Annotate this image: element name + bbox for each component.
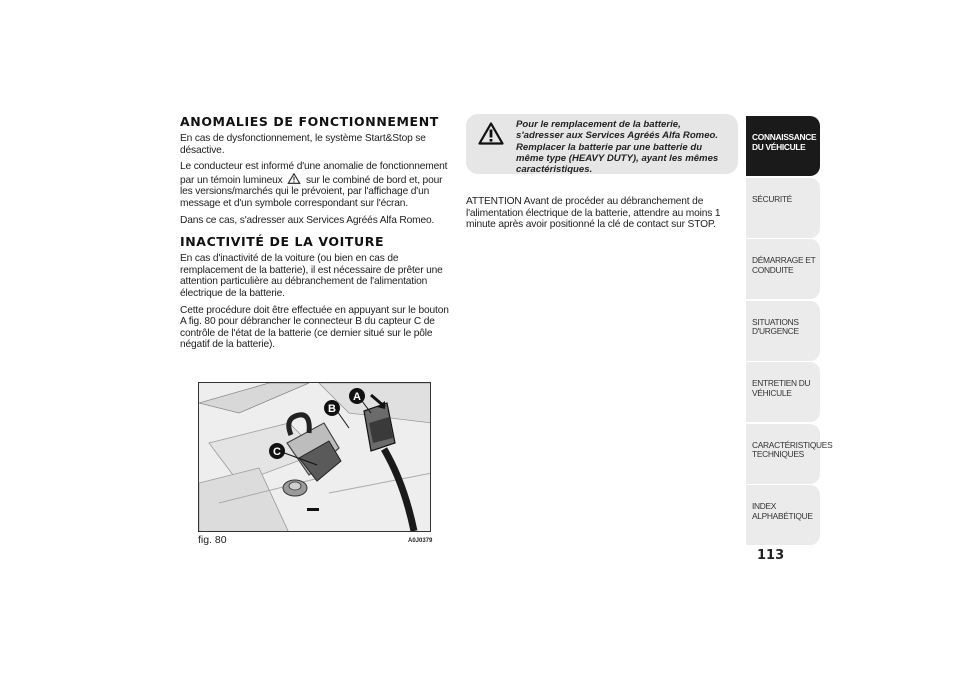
label-b: B	[328, 403, 336, 415]
tab-situations-urgence[interactable]: SITUATIONS D'URGENCE	[746, 301, 820, 361]
section-title-inactivity: INACTIVITÉ DE LA VOITURE	[180, 234, 385, 250]
tab-entretien-vehicule[interactable]: ENTRETIEN DU VÉHICULE	[746, 362, 820, 422]
paragraph-services: Dans ce cas, s'adresser aux Services Agréés Alfa Romeo.	[180, 214, 435, 226]
tab-connaissance-vehicule[interactable]: CONNAISSANCE DU VÉHICULE	[746, 116, 820, 176]
paragraph-inactivity: En cas d'inactivité de la voiture (ou bien en cas de remplacement de la batterie), il est nécessaire de prêter une attention particulière au débranchement de l'alimentation électrique de la batterie.	[180, 253, 443, 299]
chapter-sidebar	[746, 116, 833, 547]
figure-caption: fig. 80	[198, 534, 227, 546]
figure-code: A0J0379	[408, 538, 433, 544]
attention-paragraph: ATTENTION Avant de procéder au débranchement de l'alimentation électrique de la batterie, attendre au moins 1 minute après avoir positionné la clé de contact sur STOP.	[466, 196, 721, 231]
page-number: 113	[757, 548, 785, 563]
tab-caracteristiques-techniques[interactable]: CARACTÉRISTIQUES TECHNIQUES	[746, 424, 820, 484]
warning-light-text-before: Le conducteur est informé d'une anomalie de fonctionnement par un témoin lumineux	[180, 161, 448, 186]
battery-connector-illustration	[199, 383, 431, 532]
battery-figure	[198, 382, 431, 532]
section-title-anomalies: ANOMALIES DE FONCTIONNEMENT	[180, 114, 439, 129]
warning-box	[466, 114, 738, 174]
tab-securite[interactable]: SÉCURITÉ	[746, 178, 820, 238]
tab-index-alphabetique[interactable]: INDEX ALPHABÉTIQUE	[746, 485, 820, 545]
right-column	[466, 114, 738, 236]
paragraph-dysfunction: En cas de dysfonctionnement, le système Start&Stop se désactive.	[180, 133, 426, 156]
tab-demarrage-conduite[interactable]: DÉMARRAGE ET CONDUITE	[746, 239, 820, 299]
left-column	[180, 114, 452, 356]
paragraph-warning-light	[180, 161, 452, 209]
paragraph-procedure: Cette procédure doit être effectuée en appuyant sur le bouton A fig. 80 pour débrancher le connecteur B du capteur C de contrôle de l'état de la batterie (ce dernier situé sur le pôle négatif de la batterie).	[180, 304, 449, 351]
warning-triangle-icon	[287, 173, 301, 184]
label-a: A	[353, 391, 361, 403]
warning-light-text-after: sur le combiné de bord et, pour les versions/marchés qui le prévoient, par l'affichage d'un message et d'un symbole correspondant sur l'écran.	[180, 174, 443, 209]
warning-text: Pour le remplacement de la batterie, s'adresser aux Services Agréés Alfa Romeo. Remplacer la batterie par une batterie du même type (HEAVY DUTY), ayant les mêmes caractéristiques.	[516, 119, 719, 176]
label-c: C	[273, 446, 281, 458]
warning-triangle-icon	[478, 122, 504, 145]
